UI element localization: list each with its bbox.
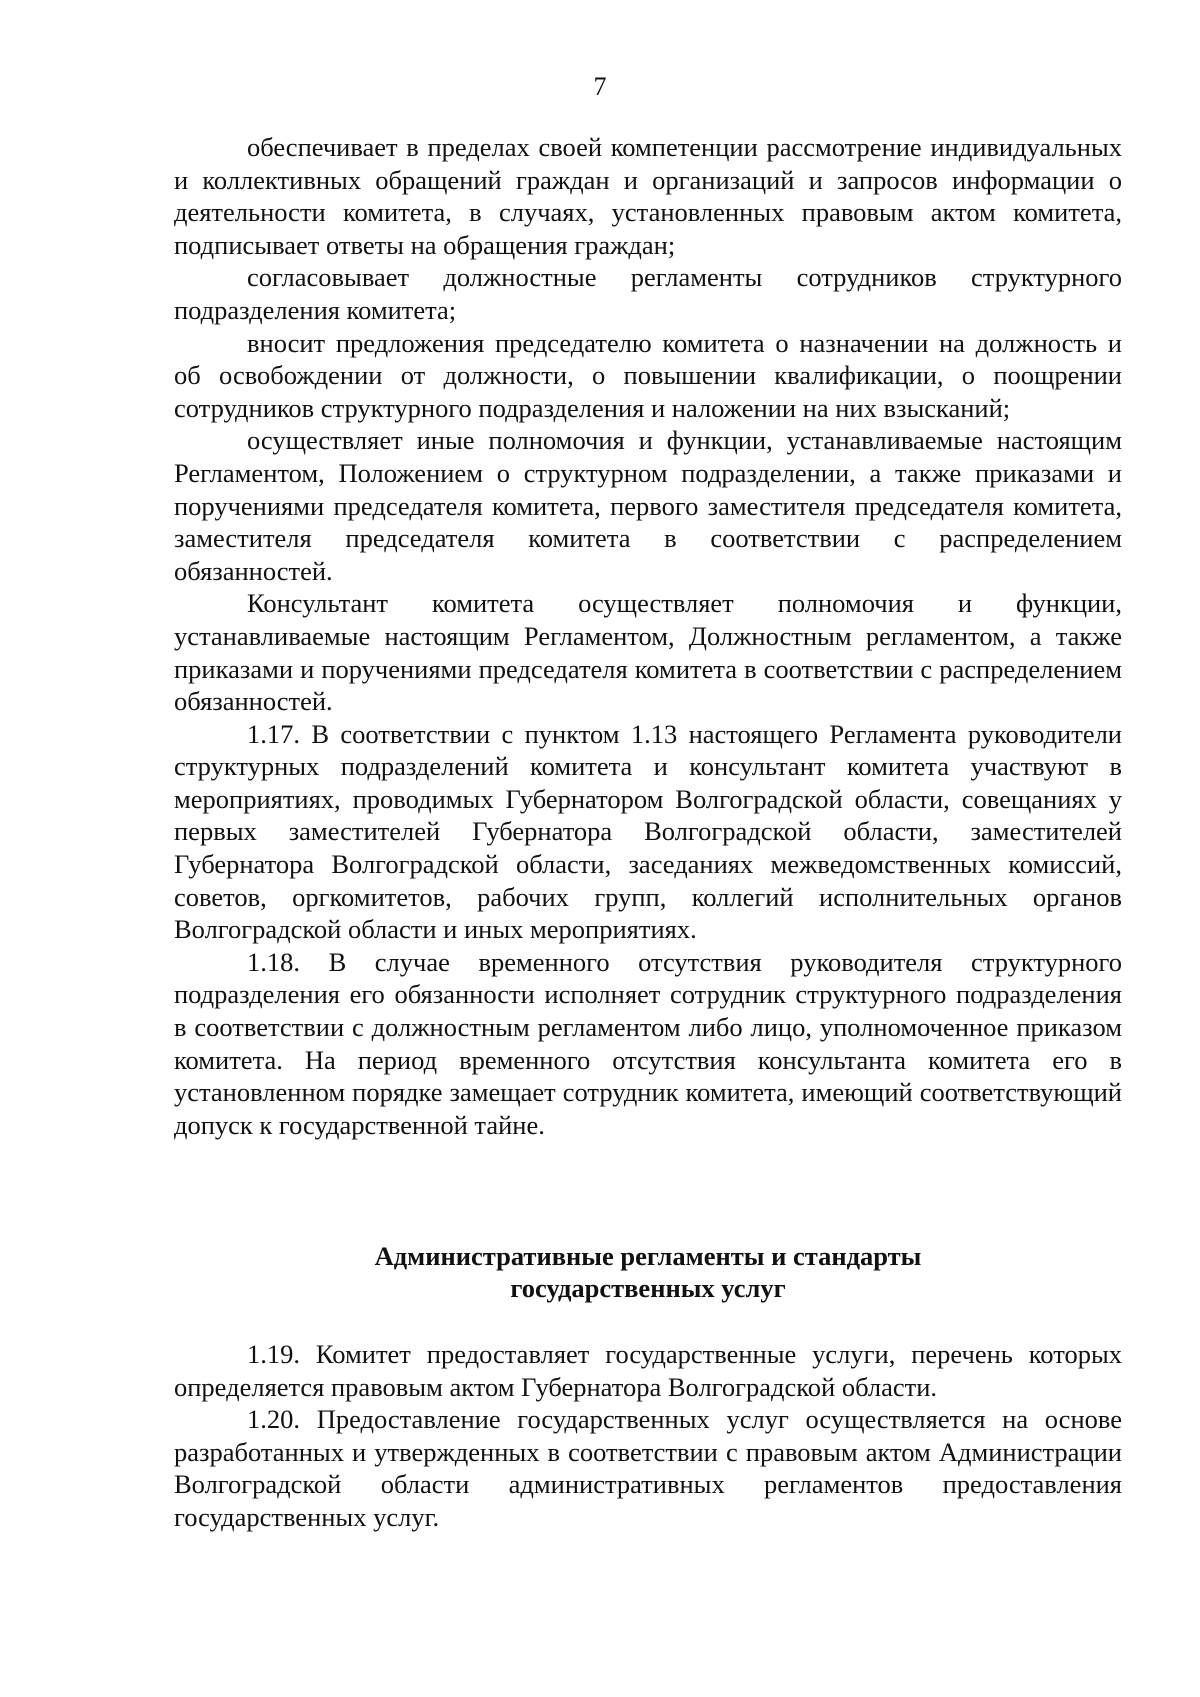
paragraph-approve-regulations: согласовывает должностные регламенты сотрудников структурного подразделения комитета; (174, 262, 1122, 325)
paragraph-1-17: 1.17. В соответствии с пунктом 1.13 настоящего Регламента руководители структурных подразделений комитета и консультант комитета участвуют в мероприятиях, проводимых Губернатором Волгоградской области, совещаниях у первых заместителей Губернатора Волгоградской области, заместителей Губернатора Волгоградской области, заседаниях межведомственных комиссий, советов, оргкомитетов, рабочих групп, коллегий исполнительных органов Волгоградской области и иных мероприятиях. (174, 718, 1122, 945)
services-text-block (174, 1338, 1122, 1534)
section-heading (174, 1240, 1122, 1304)
paragraph-consultant-powers: Консультант комитета осуществляет полномочия и функции, устанавливаемые настоящим Регламентом, Должностным регламентом, а также приказами и поручениями председателя комитета в соответствии с распределением обязанностей. (174, 588, 1122, 717)
paragraph-1-20: 1.20. Предоставление государственных услуг осуществляется на основе разработанных и утвержденных в соответствии с правовым актом Администрации Волгоградской области административных регламентов предоставления государственных услуг. (174, 1404, 1122, 1532)
paragraph-review-appeals: обеспечивает в пределах своей компетенции рассмотрение индивидуальных и коллективных обращений граждан и организаций и запросов информации о деятельности комитета, в случаях, установленных правовым актом комитета, подписывает ответы на обращения граждан; (174, 132, 1122, 260)
section-heading-line-2: государственных услуг (510, 1273, 786, 1303)
main-text-block (174, 131, 1122, 1141)
paragraph-1-19: 1.19. Комитет предоставляет государственные услуги, перечень которых определяется правовым актом Губернатора Волгоградской области. (174, 1339, 1122, 1402)
page-number: 7 (593, 72, 607, 101)
paragraph-1-18: 1.18. В случае временного отсутствия руководителя структурного подразделения его обязанности исполняет сотрудник структурного подразделения в соответствии с должностным регламентом либо лицо, уполномоченное приказом комитета. На период временного отсутствия консультанта комитета его в установленном порядке замещает сотрудник комитета, имеющий соответствующий допуск к государственной тайне. (174, 946, 1122, 1140)
paragraph-personnel-proposals: вносит предложения председателю комитета о назначении на должность и об освобождении от должности, о повышении квалификации, о поощрении сотрудников структурного подразделения и наложении на них взысканий; (174, 327, 1122, 423)
section-heading-line-1: Административные регламенты и стандарты (374, 1241, 922, 1271)
paragraph-other-powers: осуществляет иные полномочия и функции, устанавливаемые настоящим Регламентом, Положением о структурном подразделении, а также приказами и поручениями председателя комитета, первого заместителя председателя комитета, заместителя председателя комитета в соответствии с распределением обязанностей. (174, 425, 1122, 586)
